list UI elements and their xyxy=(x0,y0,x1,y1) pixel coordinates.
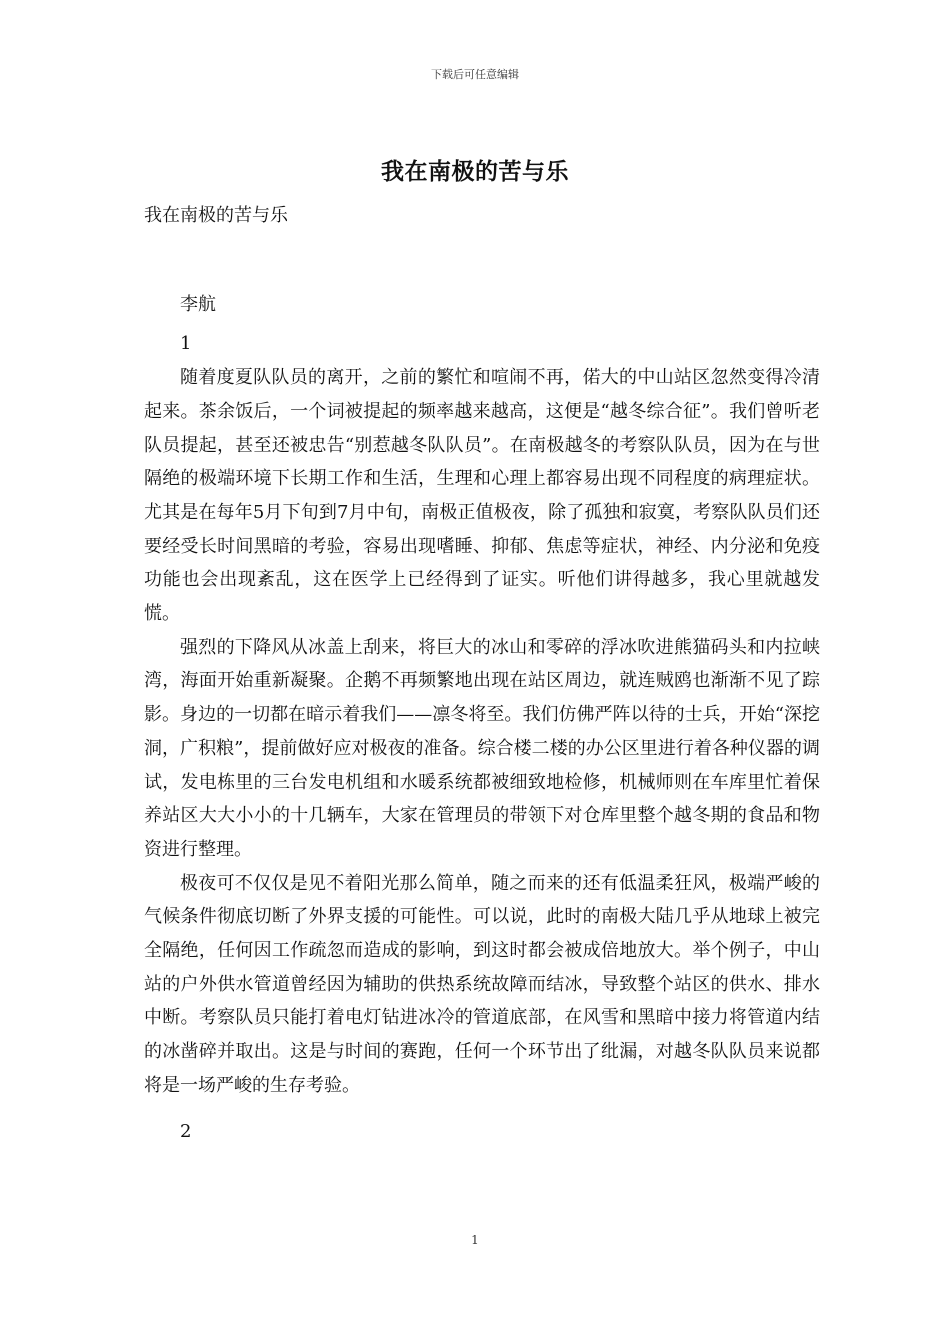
document-body xyxy=(144,199,820,1148)
page-number: 1 xyxy=(471,1233,479,1247)
page-title: 我在南极的苦与乐 xyxy=(381,159,569,185)
section-number-1: 1 xyxy=(180,333,192,355)
author-name: 李航 xyxy=(180,293,216,315)
subtitle: 我在南极的苦与乐 xyxy=(144,205,288,226)
section-number-2: 2 xyxy=(180,1120,192,1142)
header-note: 下载后可任意编辑 xyxy=(431,68,519,81)
paragraph-1: 随着度夏队队员的离开，之前的繁忙和喧闹不再，偌大的中山站区忽然变得冷清起来。茶余饭后，一个词被提起的频率越来越高，这便是“越冬综合征”。我们曾听老队员提起，甚至还被忠告“别惹越冬队队员”。在南极越冬的考察队队员，因为在与世隔绝的极端环境下长期工作和生活，生理和心理上都容易出现不同程度的病理症状。尤其是在每年5月下旬到7月中旬，南极正值极夜，除了孤独和寂寞，考察队队员们还要经受长时间黑暗的考验，容易出现嗜睡、抑郁、焦虑等症状，神经、内分泌和免疫功能也会出现紊乱，这在医学上已经得到了证实。听他们讲得越多，我心里就越发慌。 xyxy=(144,367,820,625)
paragraph-3: 极夜可不仅仅是见不着阳光那么简单，随之而来的还有低温柔狂风，极端严峻的气候条件彻底切断了外界支援的可能性。可以说，此时的南极大陆几乎从地球上被完全隔绝，任何因工作疏忽而造成的影响，到这时都会被成倍地放大。举个例子，中山站的户外供水管道曾经因为辅助的供热系统故障而结冰，导致整个站区的供水、排水中断。考察队员只能打着电灯钻进冰冷的管道底部，在风雪和黑暗中接力将管道内结的冰凿碎并取出。这是与时间的赛跑，任何一个环节出了纰漏，对越冬队队员来说都将是一场严峻的生存考验。 xyxy=(144,872,820,1096)
paragraph-2: 强烈的下降风从冰盖上刮来，将巨大的冰山和零碎的浮冰吹进熊猫码头和内拉峡湾，海面开始重新凝聚。企鹅不再频繁地出现在站区周边，就连贼鸥也渐渐不见了踪影。身边的一切都在暗示着我们——凛冬将至。我们仿佛严阵以待的士兵，开始“深挖洞，广积粮”，提前做好应对极夜的准备。综合楼二楼的办公区里进行着各种仪器的调试，发电栋里的三台发电机组和水暖系统都被细致地检修，机械师则在车库里忙着保养站区大大小小的十几辆车，大家在管理员的带领下对仓库里整个越冬期的食品和物资进行整理。 xyxy=(144,636,820,860)
